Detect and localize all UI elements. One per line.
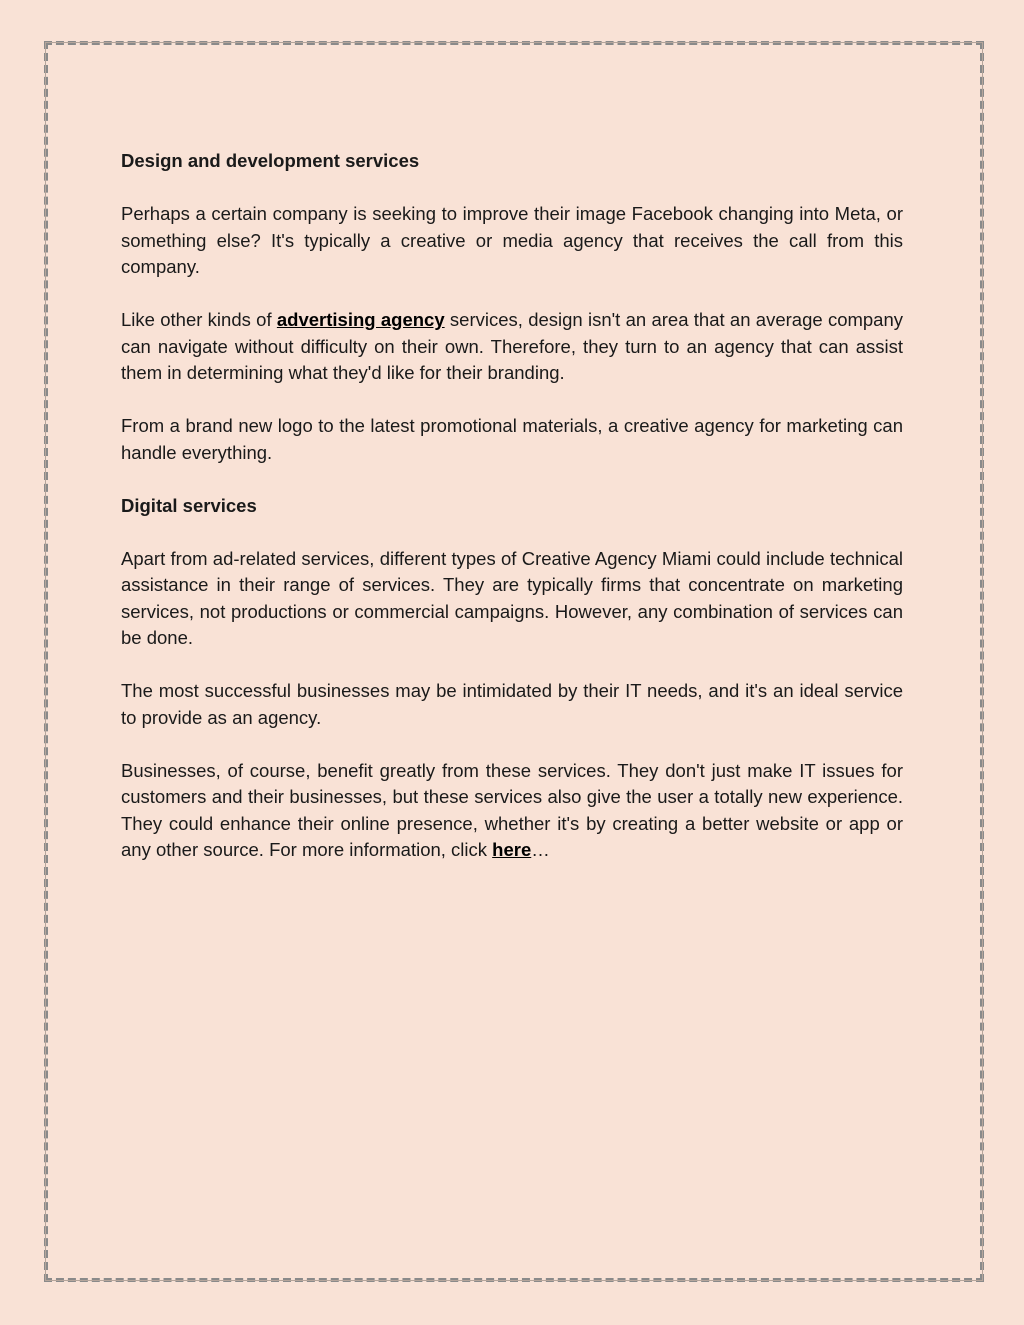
paragraph-text: services, design isn't an area that an average company can navigate without difficulty on their own. Therefore, they turn to an agency that can assist them in determining what they'd like for their branding. bbox=[121, 309, 904, 383]
advertising-agency-link[interactable]: advertising agency bbox=[276, 309, 445, 330]
paragraph-benefits bbox=[121, 758, 903, 864]
section-heading-digital: Digital services bbox=[121, 494, 257, 516]
paragraph-rebranding: Perhaps a certain company is seeking to improve their image Facebook changing into Meta, or something else? It's typically a creative or media agency that receives the call from this company. bbox=[121, 203, 903, 277]
paragraph-text: Businesses, of course, benefit greatly from these services. They don't just make IT issues for customers and their businesses, but these services also give the user a totally new experience. They could enhance their online presence, whether it's by creating a better website or app or any other source. For more information, click bbox=[121, 759, 903, 860]
document-content bbox=[121, 148, 903, 890]
paragraph-text: Like other kinds of bbox=[121, 309, 277, 330]
paragraph-logo-materials: From a brand new logo to the latest promotional materials, a creative agency for marketing can handle everything. bbox=[121, 415, 903, 463]
paragraph-text: … bbox=[531, 839, 550, 860]
paragraph-technical-assistance: Apart from ad-related services, different types of Creative Agency Miami could include technical assistance in their range of services. They are typically firms that concentrate on marketing services, not productions or commercial campaigns. However, any combination of services can be done. bbox=[121, 547, 903, 648]
paragraph-it-needs: The most successful businesses may be intimidated by their IT needs, and it's an ideal service to provide as an agency. bbox=[121, 680, 903, 728]
here-link[interactable]: here bbox=[492, 839, 532, 860]
section-heading-design: Design and development services bbox=[121, 150, 420, 171]
paragraph-advertising-agency bbox=[121, 307, 903, 387]
